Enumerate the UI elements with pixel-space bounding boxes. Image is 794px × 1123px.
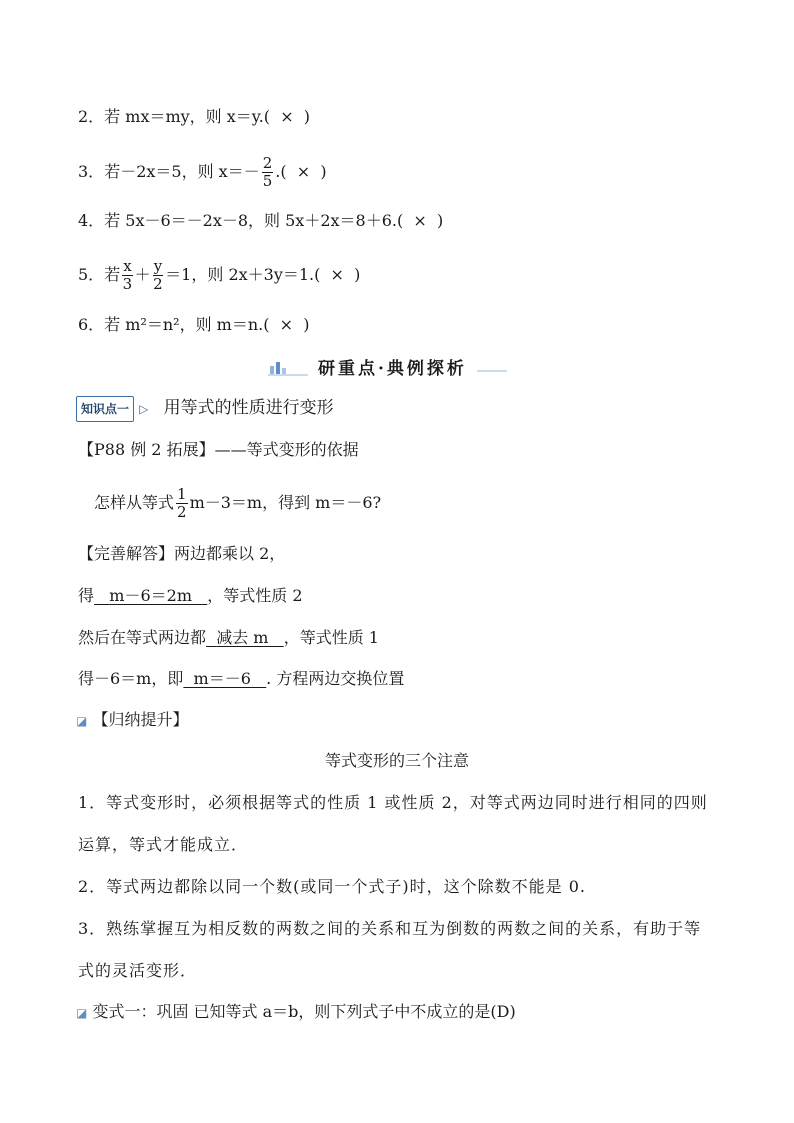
bookmark-icon: ◪ [76, 714, 88, 728]
close-paren: ) [303, 315, 310, 334]
numerator: 2 [262, 154, 273, 172]
step-1 [78, 584, 303, 608]
step-text: 得－6＝m，即 [78, 669, 184, 688]
example-question-text: 怎样从等式 [94, 493, 175, 512]
close-paren: ) [303, 107, 311, 126]
numerator: y [153, 257, 163, 275]
question-5 [78, 258, 360, 293]
question-number: 6． [78, 315, 105, 334]
step-text-tail: ，等式性质 1 [283, 628, 379, 647]
question-text-tail: .( [275, 162, 287, 181]
numerator: x [123, 257, 132, 275]
summary-heading: 等式变形的三个注意 [324, 751, 469, 770]
knowledge-point-tag: 知识点一 [76, 396, 134, 422]
plus-sign: ＋ [134, 265, 151, 284]
step-text: 得 [78, 586, 95, 605]
fill-blank [94, 586, 207, 605]
question-text: 若 m²＝n²，则 m＝n.( [104, 315, 270, 334]
step-text: 然后在等式两边都 [78, 628, 207, 647]
step-text-tail: . 方程两边交换位置 [266, 669, 405, 688]
question-number: 4． [78, 211, 105, 230]
chevron-right-icon: ▷ [139, 402, 149, 416]
answer-mark: × [280, 107, 294, 126]
question-3 [78, 155, 327, 190]
knowledge-point-title: 用等式的性质进行变形 [163, 398, 334, 418]
answer-mark: × [330, 265, 344, 284]
step-2 [78, 626, 379, 650]
answer-label: 【完善解答】两边都乘以 2， [78, 544, 286, 563]
fraction-one-half [176, 486, 188, 521]
denominator: 5 [262, 172, 273, 190]
blank-answer: m＝－6 [193, 669, 251, 688]
question-text: 若 [104, 265, 121, 284]
question-6 [78, 313, 309, 337]
example-header: 【P88 例 2 拓展】——等式变形的依据 [78, 440, 359, 459]
summary-label-row [76, 708, 188, 733]
summary-label: 【归纳提升】 [92, 710, 189, 729]
question-2 [78, 105, 310, 129]
bookmark-icon: ◪ [76, 1006, 88, 1020]
denominator: 3 [122, 275, 133, 293]
close-paren: ) [320, 162, 327, 181]
question-number: 2． [78, 107, 105, 126]
question-number: 5． [78, 265, 105, 284]
variant-row [76, 1000, 516, 1025]
question-text-tail: ＝1，则 2x＋3y＝1.( [165, 265, 321, 284]
fill-blank [183, 669, 266, 688]
fraction [262, 155, 274, 190]
knowledge-point-row [76, 396, 334, 422]
fraction-y-over-2 [153, 258, 163, 293]
bar-chart-icon [268, 358, 308, 376]
answer-mark: × [296, 162, 311, 181]
step-3 [78, 667, 404, 691]
denominator: 2 [153, 275, 163, 293]
section-header [268, 354, 507, 379]
blank-answer: m－6＝2m [109, 586, 192, 605]
blank-answer: 减去 m [216, 628, 269, 647]
question-text: 若－2x＝5，则 x＝－ [104, 162, 260, 181]
close-paren: ) [354, 265, 361, 284]
question-text: 若 mx＝my，则 x＝y.( [104, 107, 271, 126]
variant-text: 变式一：巩固 已知等式 a＝b，则下列式子中不成立的是(D) [92, 1002, 516, 1021]
answer-mark: × [413, 211, 427, 230]
summary-item-3: 3．熟练掌握互为相反数的两数之间的关系和互为倒数的两数之间的关系，有助于等式的灵活变形． [78, 919, 702, 980]
question-4 [78, 209, 443, 233]
example-question-tail: m－3＝m，得到 m＝－6? [189, 493, 382, 512]
step-text-tail: ，等式性质 2 [207, 586, 303, 605]
close-paren: ) [436, 211, 444, 230]
question-number: 3． [78, 162, 105, 181]
decorative-dots-icon [477, 358, 507, 376]
fraction-x-over-3 [122, 258, 132, 293]
answer-mark: × [279, 315, 294, 334]
fill-blank [206, 628, 284, 647]
section-title: 研重点·典例探析 [318, 359, 467, 379]
summary-item-2: 2．等式两边都除以同一个数(或同一个式子)时，这个除数不能是 0. [78, 877, 587, 896]
question-text: 若 5x－6＝－2x－8，则 5x＋2x＝8＋6.( [104, 211, 404, 230]
numerator: 1 [177, 485, 187, 503]
example-question [94, 486, 381, 521]
summary-item-1: 1．等式变形时，必须根据等式的性质 1 或性质 2，对等式两边同时进行相同的四则运算，等式才能成立． [78, 793, 708, 854]
denominator: 2 [177, 503, 187, 521]
